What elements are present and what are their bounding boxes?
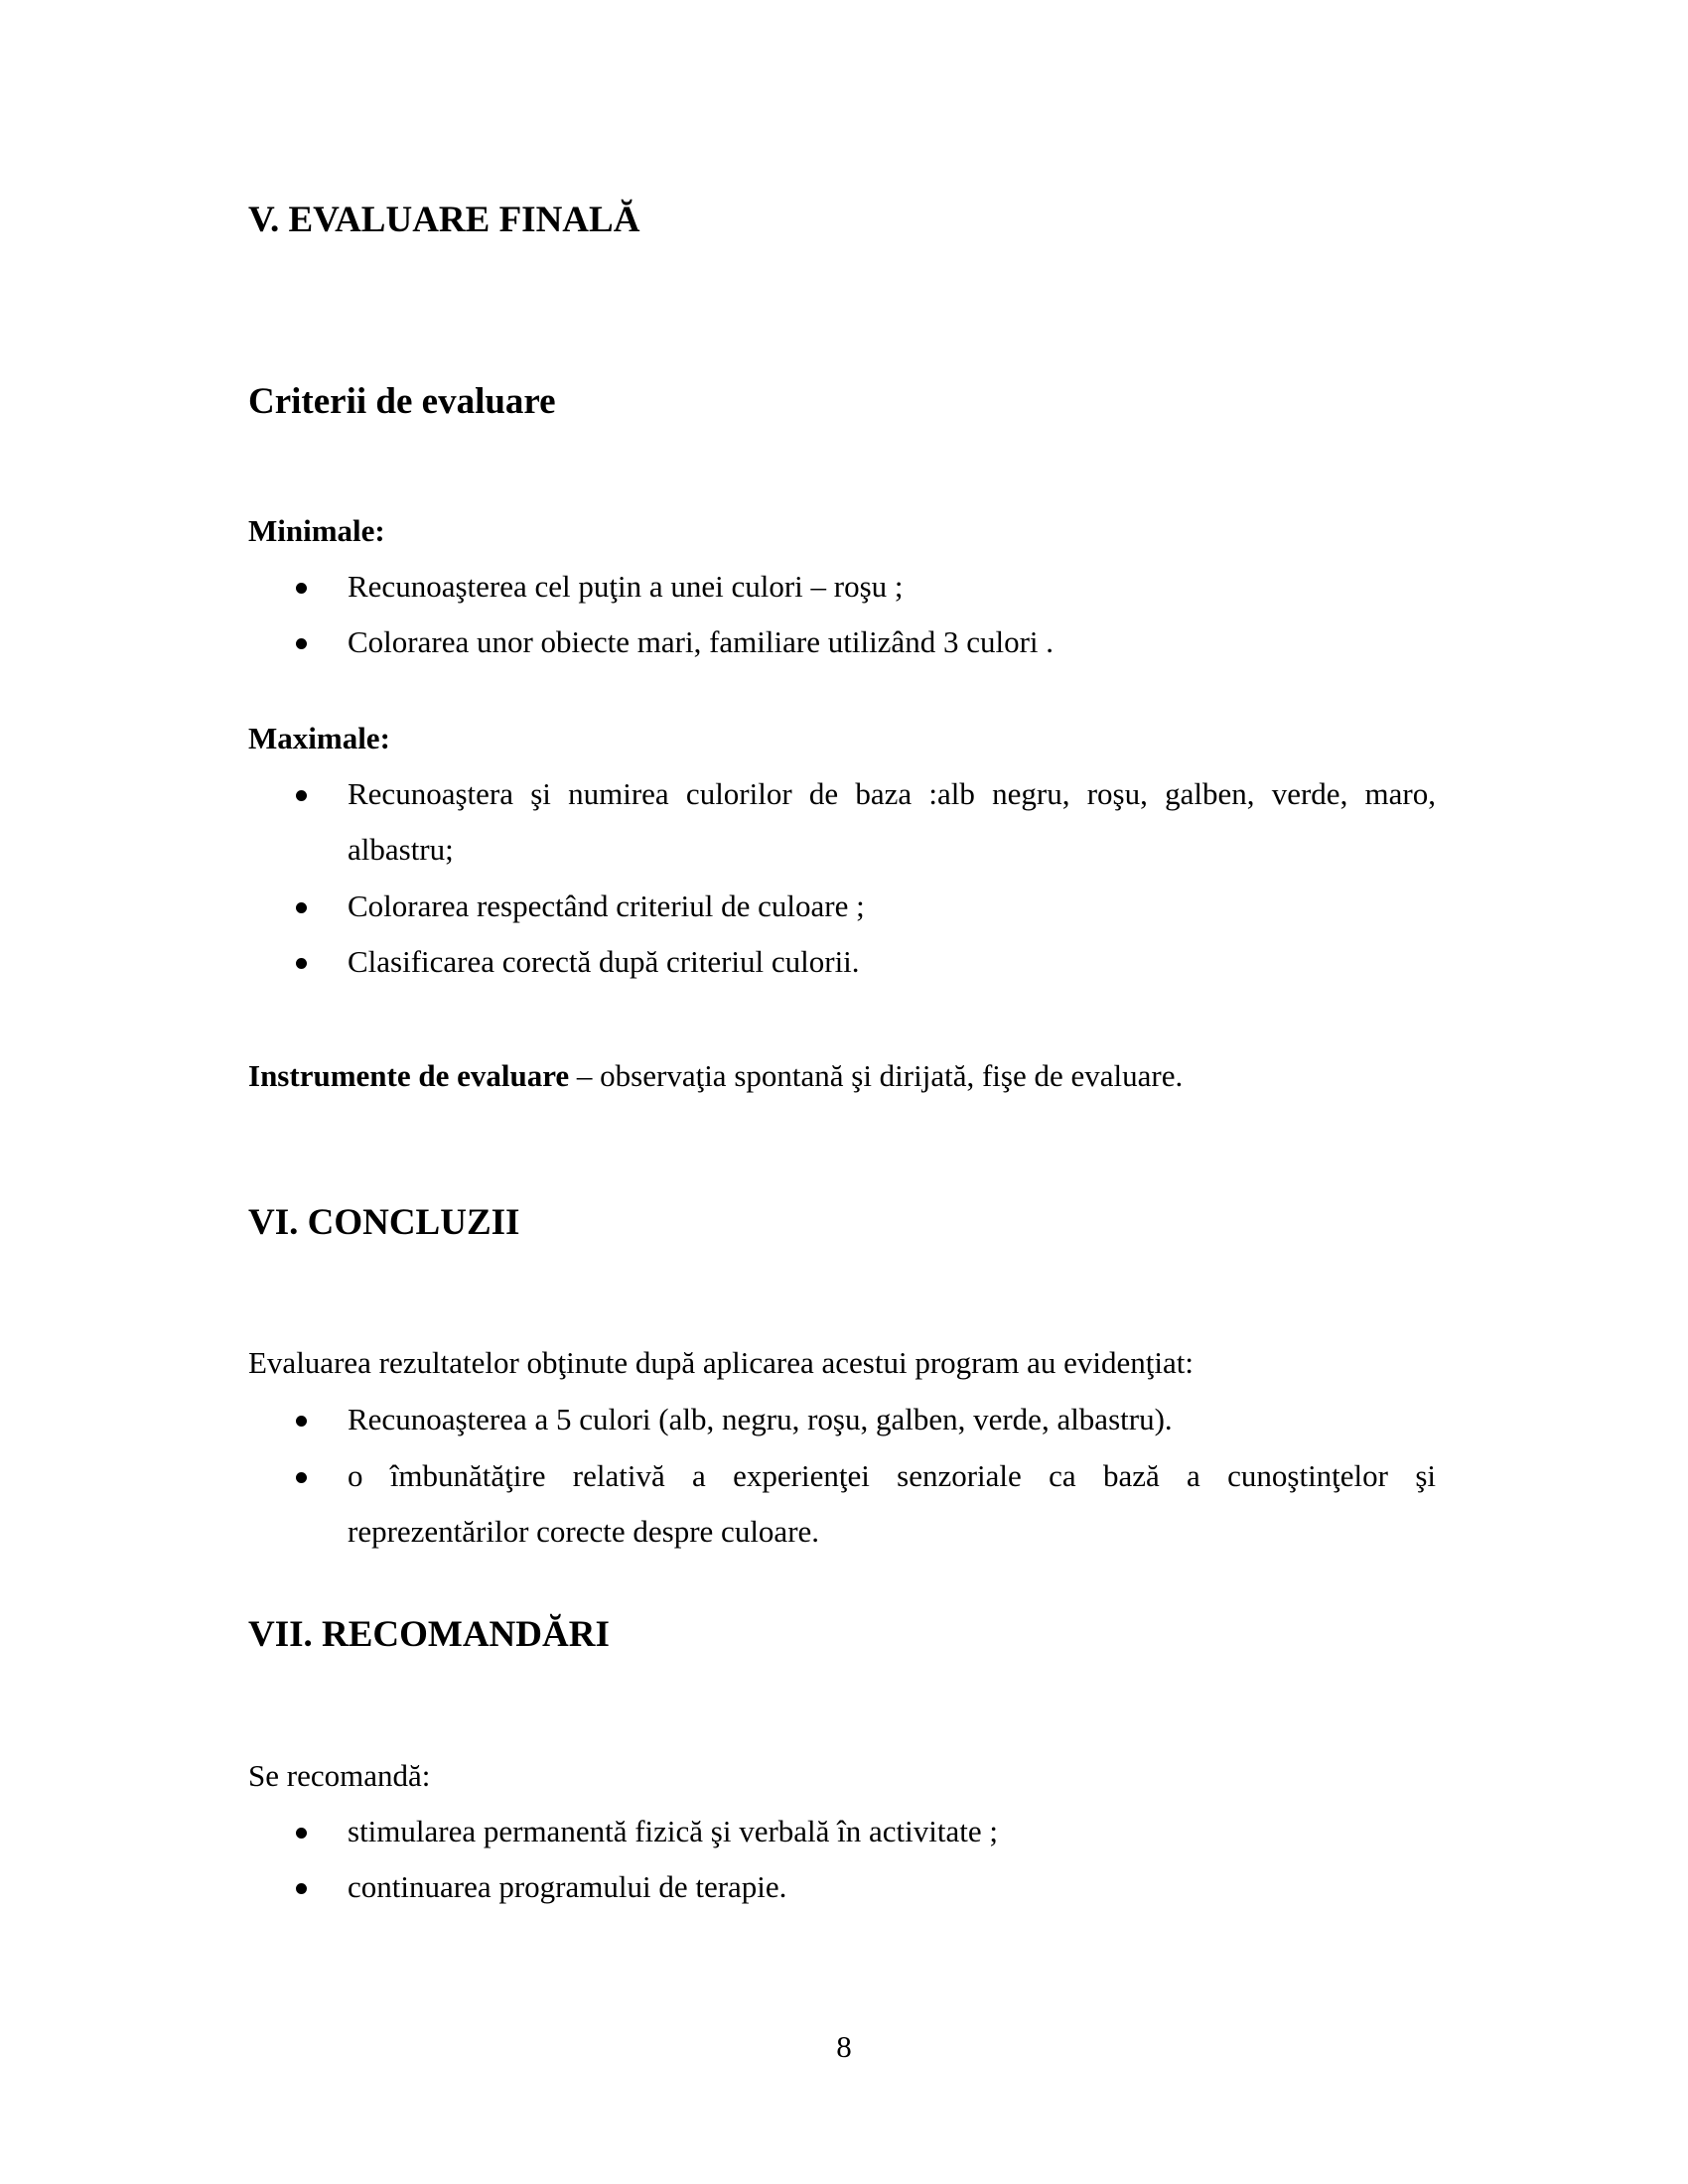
bullet-icon bbox=[296, 1416, 307, 1427]
list-item-text: continuarea programului de terapie. bbox=[348, 1869, 787, 1904]
conclusions-intro: Evaluarea rezultatelor obţinute după aplicarea acestui program au evidenţiat: bbox=[248, 1345, 1194, 1380]
bullet-icon bbox=[296, 583, 307, 594]
page-number: 8 bbox=[836, 2029, 852, 2064]
list-item-text: Recunoaştera şi numirea culorilor de baza :alb negru, roşu, galben, verde, maro, bbox=[348, 776, 1436, 811]
recommendations-intro: Se recomandă: bbox=[248, 1758, 431, 1793]
instruments-label: Instrumente de evaluare bbox=[248, 1058, 570, 1093]
maximal-label: Maximale: bbox=[248, 721, 390, 755]
list-item-text: Recunoaşterea a 5 culori (alb, negru, roşu, galben, verde, albastru). bbox=[348, 1402, 1173, 1436]
list-item-text: o îmbunătăţire relativă a experienţei senzoriale ca bază a cunoştinţelor şi bbox=[348, 1458, 1436, 1493]
list-item-text: Colorarea respectând criteriul de culoare ; bbox=[348, 888, 865, 923]
bullet-icon bbox=[296, 638, 307, 649]
bullet-icon bbox=[296, 1883, 307, 1894]
list-item-text-continued: reprezentărilor corecte despre culoare. bbox=[348, 1514, 820, 1549]
section-title-recomandari: VII. RECOMANDĂRI bbox=[248, 1614, 610, 1655]
instruments-text: – observaţia spontană şi dirijată, fişe de evaluare. bbox=[569, 1058, 1184, 1093]
list-item-text: Recunoaşterea cel puţin a unei culori – roşu ; bbox=[348, 569, 904, 604]
list-item-text-continued: albastru; bbox=[348, 832, 454, 867]
minimal-label: Minimale: bbox=[248, 513, 385, 548]
bullet-icon bbox=[296, 1472, 307, 1483]
bullet-icon bbox=[296, 790, 307, 801]
bullet-icon bbox=[296, 958, 307, 969]
criteria-heading: Criterii de evaluare bbox=[248, 381, 556, 422]
section-title-evaluare-finala: V. EVALUARE FINALĂ bbox=[248, 200, 640, 240]
bullet-icon bbox=[296, 902, 307, 913]
list-item-text: Colorarea unor obiecte mari, familiare utilizând 3 culori . bbox=[348, 624, 1055, 659]
instruments-paragraph bbox=[248, 1058, 1183, 1094]
list-item-text: stimularea permanentă fizică şi verbală în activitate ; bbox=[348, 1814, 998, 1848]
list-item-text: Clasificarea corectă după criteriul culorii. bbox=[348, 944, 860, 979]
section-title-concluzii: VI. CONCLUZII bbox=[248, 1202, 520, 1243]
bullet-icon bbox=[296, 1828, 307, 1839]
